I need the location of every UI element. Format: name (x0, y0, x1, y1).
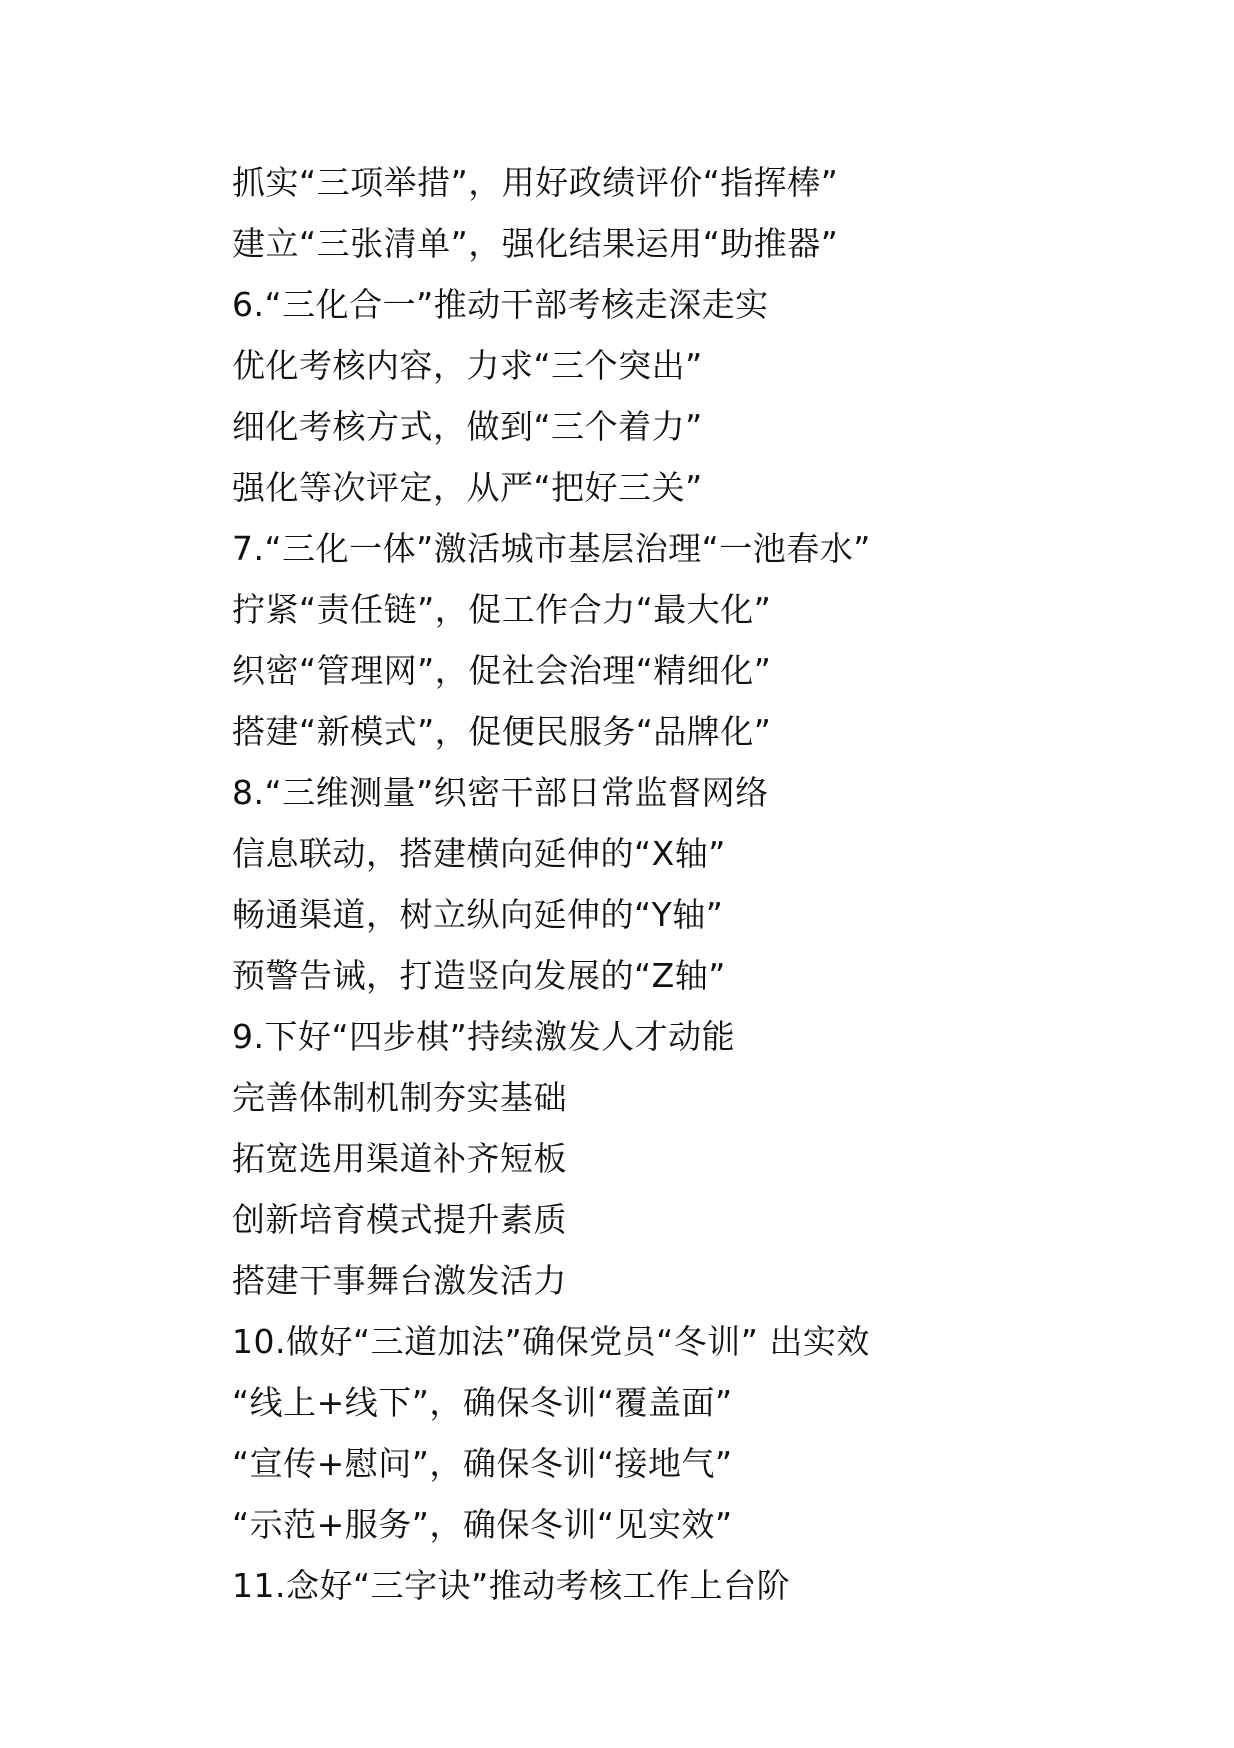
text-line: 畅通渠道，树立纵向延伸的“Y轴” (232, 895, 724, 934)
section-heading: 7.“三化一体”激活城市基层治理“一池春水” (232, 529, 871, 568)
section-heading: 10.做好“三道加法”确保党员“冬训” 出实效 (232, 1322, 870, 1361)
document-body (232, 152, 1192, 1616)
text-line: 抓实“三项举措”，用好政绩评价“指挥棒” (232, 163, 839, 202)
text-line: “示范+服务”，确保冬训“见实效” (232, 1505, 733, 1544)
text-line: 搭建“新模式”，促便民服务“品牌化” (232, 712, 772, 751)
text-line: 建立“三张清单”，强化结果运用“助推器” (232, 224, 839, 263)
section-heading: 11.念好“三字诀”推动考核工作上台阶 (232, 1566, 791, 1605)
section-heading: 8.“三维测量”织密干部日常监督网络 (232, 773, 769, 812)
text-line: 搭建干事舞台激发活力 (232, 1261, 567, 1300)
text-line: 拓宽选用渠道补齐短板 (232, 1139, 567, 1178)
text-line: 优化考核内容，力求“三个突出” (232, 346, 703, 385)
text-line: 创新培育模式提升素质 (232, 1200, 567, 1239)
text-line: 信息联动，搭建横向延伸的“X轴” (232, 834, 726, 873)
text-line: 预警告诫，打造竖向发展的“Z轴” (232, 956, 726, 995)
text-line: 织密“管理网”，促社会治理“精细化” (232, 651, 772, 690)
text-line: “线上+线下”，确保冬训“覆盖面” (232, 1383, 733, 1422)
text-line: 细化考核方式，做到“三个着力” (232, 407, 703, 446)
section-heading: 9.下好“四步棋”持续激发人才动能 (232, 1017, 736, 1056)
text-line: 拧紧“责任链”，促工作合力“最大化” (232, 590, 772, 629)
text-line: 强化等次评定，从严“把好三关” (232, 468, 703, 507)
text-line: “宣传+慰问”，确保冬训“接地气” (232, 1444, 733, 1483)
section-heading: 6.“三化合一”推动干部考核走深走实 (232, 285, 769, 324)
text-line: 完善体制机制夯实基础 (232, 1078, 567, 1117)
